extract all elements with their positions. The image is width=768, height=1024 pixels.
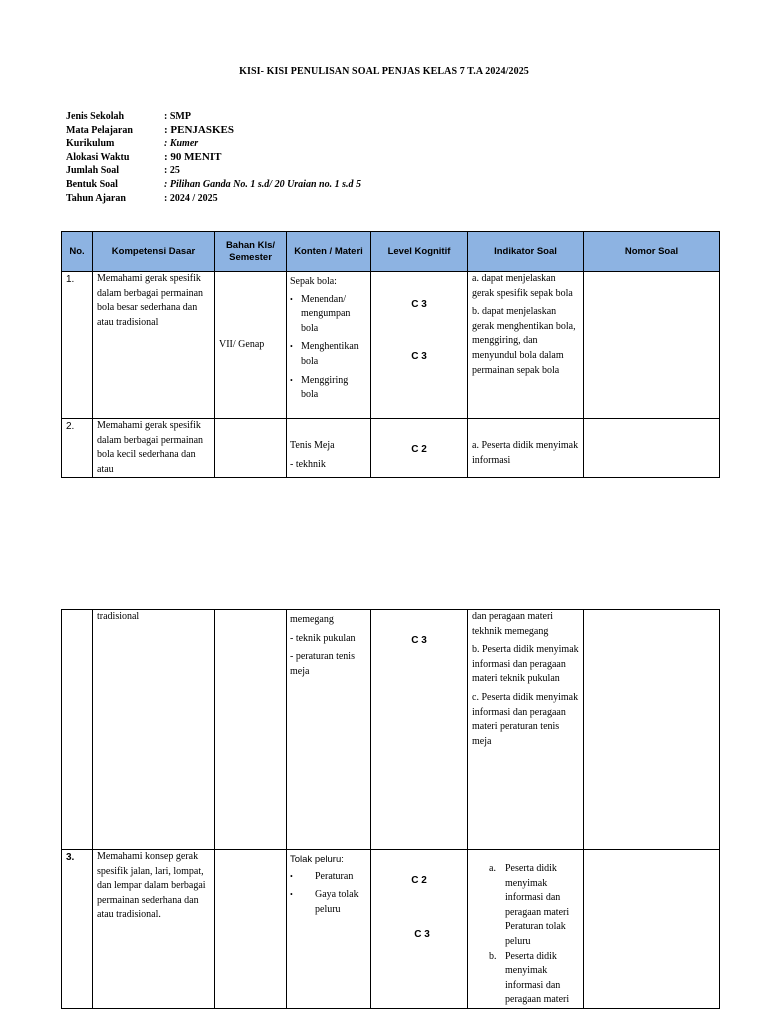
- konten-list-item: • Gaya tolak peluru: [301, 888, 367, 917]
- meta-label: Kurikulum: [66, 138, 115, 150]
- konten-line: memegang: [290, 614, 334, 625]
- level-value: C 3: [411, 635, 427, 646]
- meta-row-bentuk-soal: [66, 178, 361, 192]
- level-value: C 3: [414, 929, 430, 940]
- table-row: [62, 272, 720, 419]
- meta-label: Bentuk Soal: [66, 178, 118, 190]
- level-kognitif-cell: [371, 272, 468, 419]
- meta-value: : 25: [164, 165, 180, 177]
- konten-line: Tenis Meja: [290, 440, 335, 451]
- meta-value: : Kumer: [164, 138, 199, 150]
- meta-label: Tahun Ajaran: [66, 192, 126, 204]
- indikator-cell: a. Peserta didik menyimak informasi: [468, 419, 584, 478]
- document-title: KISI- KISI PENULISAN SOAL PENJAS KELAS 7 T.A 2024/2025: [239, 66, 529, 77]
- level-kognitif-cell: [371, 419, 468, 478]
- kompetensi-dasar-cell: Memahami gerak spesifik dalam berbagai permainan bola besar sederhana dan atau tradisional: [93, 272, 215, 419]
- indikator-item: c. Peserta didik menyimak informasi dan peragaan materi peraturan tenis meja: [472, 691, 579, 747]
- meta-row-kurikulum: [66, 137, 361, 151]
- row-number: 3.: [62, 850, 93, 1009]
- bahan-cell: [215, 850, 287, 1009]
- nomor-soal-cell: [584, 272, 720, 419]
- header-bahan-kelas-semester: Bahan Kls/ Semester: [215, 232, 287, 272]
- table-row: [62, 850, 720, 1009]
- konten-cell: [287, 850, 371, 1009]
- header-konten-materi: Konten / Materi: [287, 232, 371, 272]
- konten-list: [290, 293, 367, 403]
- bahan-cell: [215, 419, 287, 478]
- konten-list-item: • Menendan/ mengumpan bola: [301, 293, 367, 337]
- meta-row-tahun-ajaran: [66, 192, 361, 206]
- indikator-list: [468, 862, 583, 1008]
- header-indikator-soal: Indikator Soal: [468, 232, 584, 272]
- meta-value: : SMP: [164, 111, 191, 122]
- bahan-cell: [215, 610, 287, 850]
- meta-row-mata-pelajaran: [66, 124, 361, 138]
- meta-label: Alokasi Waktu: [66, 151, 130, 163]
- row-number: 1.: [62, 272, 93, 419]
- level-kognitif-cell: [371, 850, 468, 1009]
- level-value: C 3: [411, 351, 427, 362]
- meta-value: : 90 MENIT: [164, 150, 222, 163]
- list-marker: a.: [489, 863, 496, 874]
- indikator-item: b. Peserta didik menyimak informasi dan peragaan materi teknik pukulan: [472, 644, 579, 685]
- konten-cell: [287, 419, 371, 478]
- indikator-list-item: [468, 862, 583, 950]
- konten-line: - teknik pukulan: [290, 632, 356, 644]
- header-level-kognitif: Level Kognitif: [371, 232, 468, 272]
- konten-cell: [287, 610, 371, 850]
- meta-row-jenis-sekolah: [66, 110, 361, 124]
- level-value: C 3: [411, 299, 427, 310]
- meta-label: Jumlah Soal: [66, 165, 120, 177]
- indikator-cell: [468, 272, 584, 419]
- header-nomor-soal: Nomor Soal: [584, 232, 720, 272]
- row-number: [62, 610, 93, 850]
- kompetensi-dasar-cell: tradisional: [93, 610, 215, 850]
- list-marker: b.: [489, 950, 497, 962]
- row-number: 2.: [62, 419, 93, 478]
- table-row: [62, 610, 720, 850]
- table-row: [62, 419, 720, 478]
- kompetensi-dasar-cell: Memahami konsep gerak spesifik jalan, lari, lompat, dan lempar dalam berbagai permainan sederhana dan atau tradisional.: [93, 850, 215, 1009]
- nomor-soal-cell: [584, 419, 720, 478]
- konten-list-item: • Menghentikan bola: [301, 340, 367, 369]
- meta-label: Jenis Sekolah: [66, 111, 125, 122]
- table-header-row: [62, 232, 720, 272]
- kisi-kisi-table: [61, 231, 720, 478]
- konten-list: [290, 870, 367, 918]
- konten-list-item: • Peraturan: [301, 870, 367, 885]
- document-metadata: [66, 110, 361, 205]
- indikator-cell: [468, 610, 584, 850]
- kompetensi-dasar-cell: Memahami gerak spesifik dalam berbagai permainan bola kecil sederhana dan atau: [93, 419, 215, 478]
- indikator-item: b. dapat menjelaskan gerak menghentikan bola, menggiring, dan menyundul bola dalam permainan sepak bola: [472, 306, 576, 376]
- meta-row-jumlah-soal: [66, 164, 361, 178]
- level-kognitif-cell: [371, 610, 468, 850]
- konten-line: - peraturan tenis meja: [290, 651, 355, 677]
- meta-row-alokasi-waktu: [66, 151, 361, 165]
- level-value: C 2: [411, 875, 427, 886]
- bahan-cell: VII/ Genap: [215, 272, 287, 419]
- header-kompetensi-dasar: Kompetensi Dasar: [93, 232, 215, 272]
- nomor-soal-cell: [584, 610, 720, 850]
- meta-value: : 2024 / 2025: [164, 192, 218, 204]
- nomor-soal-cell: [584, 850, 720, 1009]
- konten-title: Tolak peluru:: [290, 854, 344, 865]
- konten-list-item: • Menggiring bola: [301, 374, 367, 403]
- meta-value: : PENJASKES: [164, 123, 234, 136]
- konten-title: Sepak bola:: [290, 276, 337, 287]
- header-no: No.: [62, 232, 93, 272]
- konten-line: - tekhnik: [290, 458, 326, 470]
- indikator-text: Peserta didik menyimak informasi dan peragaan materi: [505, 950, 570, 1006]
- kisi-kisi-table-continued: [61, 609, 720, 1009]
- level-value: C 2: [411, 444, 427, 455]
- indikator-cell: [468, 850, 584, 1009]
- meta-label: Mata Pelajaran: [66, 124, 133, 136]
- konten-cell: [287, 272, 371, 419]
- indikator-item: a. dapat menjelaskan gerak spesifik sepak bola: [472, 273, 573, 299]
- indikator-item: dan peragaan materi tekhnik memegang: [472, 611, 554, 637]
- indikator-text: Peserta didik menyimak informasi dan peragaan materi Peraturan tolak peluru: [505, 863, 570, 947]
- indikator-list-item: [468, 950, 583, 1008]
- meta-value: : Pilihan Ganda No. 1 s.d/ 20 Uraian no. 1 s.d 5: [164, 178, 361, 190]
